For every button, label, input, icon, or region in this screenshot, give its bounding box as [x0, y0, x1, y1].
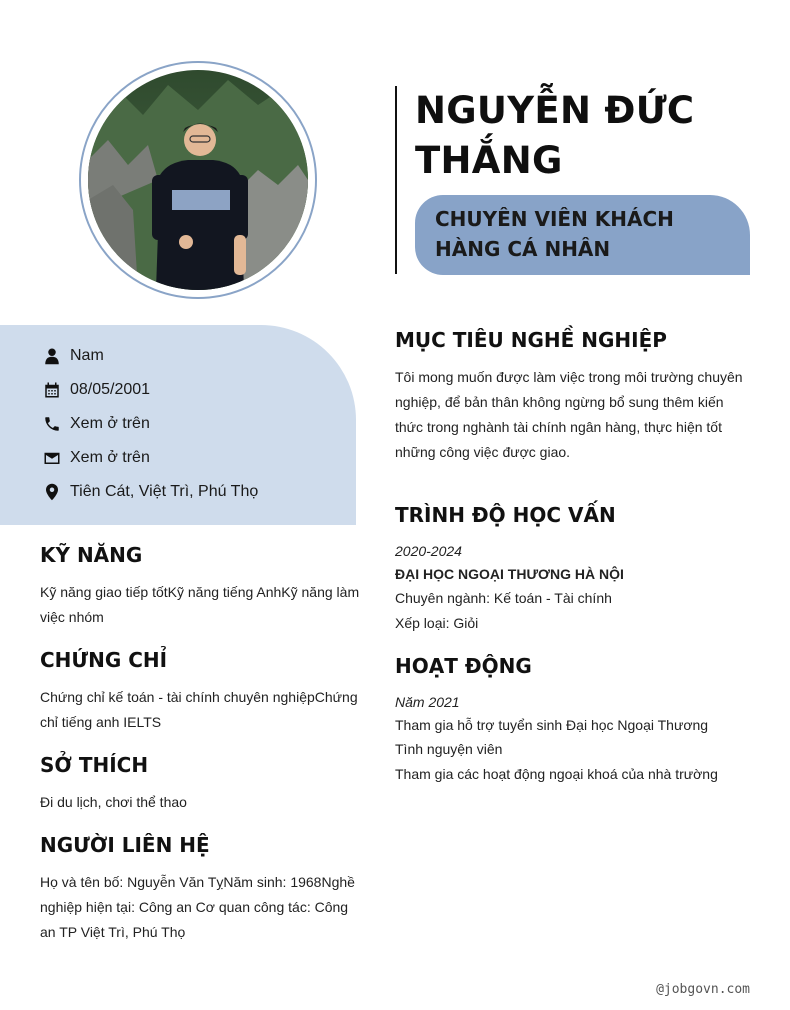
- contact-birthday: [42, 378, 150, 402]
- phone-value: Xem ở trên: [70, 415, 150, 432]
- education-school: ĐẠI HỌC NGOẠI THƯƠNG HÀ NỘI: [395, 566, 624, 582]
- activities-heading: HOẠT ĐỘNG: [395, 654, 532, 678]
- contact-phone: [42, 412, 150, 436]
- name-accent-bar: [395, 86, 397, 274]
- address-value: Tiên Cát, Việt Trì, Phú Thọ: [70, 483, 259, 500]
- education-period: 2020-2024: [395, 543, 462, 559]
- hobbies-heading: SỞ THÍCH: [40, 753, 149, 777]
- education-grade: Xếp loại: Giỏi: [395, 615, 479, 631]
- job-title-badge: [415, 195, 750, 275]
- gender-value: Nam: [70, 347, 104, 364]
- calendar-icon: [42, 380, 62, 400]
- contact-email: [42, 446, 150, 470]
- skills-heading: KỸ NĂNG: [40, 543, 143, 567]
- email-value: Xem ở trên: [70, 449, 150, 466]
- certificates-text: Chứng chỉ kế toán - tài chính chuyên nghiệpChứng chỉ tiếng anh IELTS: [40, 689, 358, 730]
- user-icon: [42, 346, 62, 366]
- job-title: CHUYÊN VIÊN KHÁCH HÀNG CÁ NHÂN: [435, 207, 674, 261]
- mail-icon: [42, 448, 62, 468]
- activities-period: Năm 2021: [395, 694, 460, 710]
- activity-item: Tham gia hỗ trợ tuyển sinh Đại học Ngoại Thương: [395, 717, 709, 733]
- reference-heading: NGƯỜI LIÊN HỆ: [40, 833, 210, 857]
- contact-address: [42, 480, 258, 504]
- objective-text: Tôi mong muốn được làm việc trong môi trường chuyên nghiệp, để bản thân không ngừng bổ sung thêm kiến thức trong nghành tài chính ngân hàng, thực hiện tốt những công việc được giao.: [395, 369, 743, 460]
- objective-heading: MỤC TIÊU NGHỀ NGHIỆP: [395, 328, 667, 352]
- certificates-heading: CHỨNG CHỈ: [40, 648, 168, 672]
- education-major: Chuyên ngành: Kế toán - Tài chính: [395, 590, 612, 606]
- phone-icon: [42, 414, 62, 434]
- activity-item: Tham gia các hoạt động ngoại khoá của nhà trường: [395, 766, 718, 782]
- education-heading: TRÌNH ĐỘ HỌC VẤN: [395, 503, 616, 527]
- location-pin-icon: [42, 482, 62, 502]
- hobbies-text: Đi du lịch, chơi thể thao: [40, 794, 187, 810]
- footer-brand: @jobgovn.com: [656, 982, 750, 997]
- activity-item: Tình nguyện viên: [395, 741, 503, 757]
- skills-text: Kỹ năng giao tiếp tốtKỹ năng tiếng AnhKỹ năng làm việc nhóm: [40, 584, 360, 625]
- avatar: [88, 70, 308, 290]
- full-name: NGUYỄN ĐỨC THẮNG: [415, 89, 695, 182]
- birthday-value: 08/05/2001: [70, 381, 151, 398]
- contact-gender: [42, 344, 104, 368]
- reference-text: Họ và tên bố: Nguyễn Văn TỵNăm sinh: 1968Nghề nghiệp hiện tại: Công an Cơ quan công tác: Công an TP Việt Trì, Phú Thọ: [40, 874, 355, 940]
